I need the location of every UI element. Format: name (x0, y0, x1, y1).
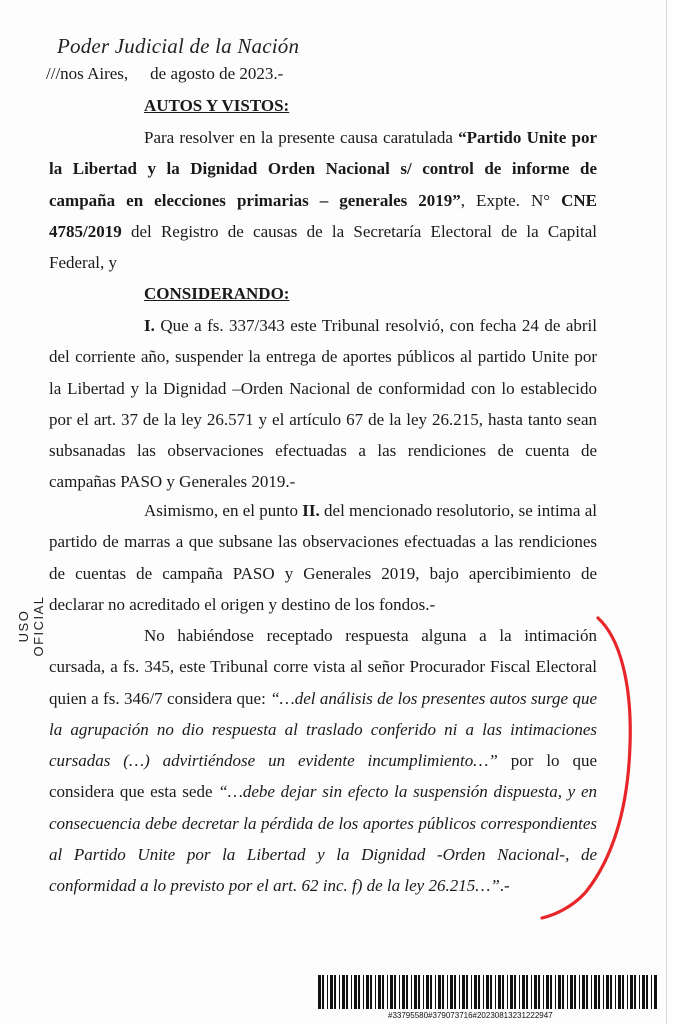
barcode-bar (450, 975, 453, 1009)
barcode-bar (582, 975, 585, 1009)
paragraph-one (49, 310, 597, 498)
intro-text-end: del Registro de causas de la Secretaría Electoral de la Capital Federal, y (49, 221, 597, 273)
barcode-bar (378, 975, 381, 1009)
barcode-bar (534, 975, 537, 1009)
barcode-bar (570, 975, 573, 1009)
barcode-bar (654, 975, 657, 1009)
intro-text: Para resolver en la presente causa caratulada (144, 128, 459, 147)
barcode-bar (438, 975, 441, 1009)
barcode-bar (562, 975, 564, 1009)
barcode-bar (478, 975, 480, 1009)
case-number: CNE 4785/2019 (49, 190, 597, 241)
barcode-bar (382, 975, 384, 1009)
date-line (46, 64, 283, 84)
barcode-bar (526, 975, 528, 1009)
barcode-bar (474, 975, 477, 1009)
barcode-bar (498, 975, 501, 1009)
barcode-bar (514, 975, 516, 1009)
barcode-bar (318, 975, 321, 1009)
barcode-bar (342, 975, 345, 1009)
barcode-bar (414, 975, 417, 1009)
barcode-bar (507, 975, 508, 1009)
barcode-number: #33795580#379073716#20230813231222947 (388, 1011, 553, 1020)
barcode-bar (459, 975, 460, 1009)
barcode-bar (471, 975, 472, 1009)
barcode-bar (447, 975, 448, 1009)
barcode-bar (486, 975, 489, 1009)
barcode-bar (627, 975, 628, 1009)
barcode-bar (574, 975, 576, 1009)
barcode-bar (555, 975, 556, 1009)
barcode-bar (423, 975, 424, 1009)
barcode-bar (531, 975, 532, 1009)
intro-expte-label: , Expte. N° (460, 190, 562, 210)
barcode-bar (346, 975, 348, 1009)
barcode-bar (418, 975, 420, 1009)
barcode-bar (334, 975, 336, 1009)
barcode-bar (502, 975, 504, 1009)
point-two-text: del mencionado resolutorio, se intima al partido de marras a que subsane las observaciones efectuadas a las rendiciones de cuentas de campaña PASO y Generales 2019, bajo apercibimiento de declarar no acreditado el origen y destino de los fondos.- (49, 501, 597, 614)
considerando-heading: CONSIDERANDO: (144, 284, 290, 303)
barcode-bar (390, 975, 393, 1009)
barcode-bar (618, 975, 621, 1009)
barcode-bar (394, 975, 396, 1009)
paragraph-two (49, 495, 597, 620)
barcode-bar (558, 975, 561, 1009)
barcode-bar (639, 975, 640, 1009)
barcode-bar (603, 975, 604, 1009)
barcode-bar (630, 975, 633, 1009)
case-title: “Partido Unite por la Libertad y la Dignidad Orden Nacional s/ control de informe de campaña en elecciones primarias – generales 2019” (49, 128, 597, 210)
barcode-bar (579, 975, 580, 1009)
barcode-bar (594, 975, 597, 1009)
page-edge (666, 0, 667, 1024)
vista-text-mid: por lo que considera que esta sede (49, 751, 598, 802)
institution-header: Poder Judicial de la Nación (57, 34, 300, 58)
barcode-bar (615, 975, 616, 1009)
paragraph-intro (49, 122, 597, 278)
barcode-bar (327, 975, 328, 1009)
vista-text: No habiéndose receptado respuesta alguna a la intimación cursada, a fs. 345, este Tribunal corre vista al señor Procurador Fiscal Electoral quien a fs. 346/7 considera que: (49, 626, 597, 708)
barcode-bar (651, 975, 652, 1009)
barcode (318, 975, 658, 1015)
barcode-bar (462, 975, 465, 1009)
barcode-bar (435, 975, 436, 1009)
barcode-bar (510, 975, 513, 1009)
barcode-bar (366, 975, 369, 1009)
barcode-bar (490, 975, 492, 1009)
barcode-bar (634, 975, 636, 1009)
barcode-bar (646, 975, 648, 1009)
vista-text-end: .- (499, 876, 510, 896)
fiscal-quote-two: “…debe dejar sin efecto la suspensión dispuesta, y en consecuencia debe decretar la pérdida de los aportes públicos correspondientes al Partido Unite por la Libertad y la Dignidad -Orden Nacional-, de conformidad a lo previsto por el art. 62 inc. f) de la ley 26.215…” (49, 782, 597, 896)
barcode-bar (370, 975, 372, 1009)
point-one-number: I. (144, 316, 155, 335)
barcode-bar (495, 975, 496, 1009)
barcode-bar (363, 975, 364, 1009)
uso-oficial-label: USO OFICIAL (16, 595, 46, 657)
barcode-bar (610, 975, 612, 1009)
barcode-bar (483, 975, 484, 1009)
autos-heading: AUTOS Y VISTOS: (144, 96, 290, 115)
barcode-bar (522, 975, 525, 1009)
barcode-bar (430, 975, 432, 1009)
barcode-bar (550, 975, 552, 1009)
date-text: de agosto de 2023.- (150, 64, 284, 83)
place-text: ///nos Aires, (46, 64, 129, 83)
barcode-bar (567, 975, 568, 1009)
barcode-bar (399, 975, 400, 1009)
barcode-bar (442, 975, 444, 1009)
point-two-number: II. (302, 501, 320, 520)
point-one-text: Que a fs. 337/343 este Tribunal resolvió, con fecha 24 de abril del corriente año, suspender la entrega de aportes públicos al partido Unite por la Libertad y la Dignidad –Orden Nacional de conformidad con lo establecido por el art. 37 de la ley 26.571 y el artículo 67 de la ley 26.215, hasta tanto sean subsanadas las observaciones efectuadas a las rendiciones de cuenta de campañas PASO y Generales 2019.- (49, 316, 597, 492)
barcode-bar (622, 975, 624, 1009)
barcode-bar (322, 975, 324, 1009)
barcode-bar (402, 975, 405, 1009)
barcode-bar (426, 975, 429, 1009)
barcode-bar (330, 975, 333, 1009)
barcode-bar (454, 975, 456, 1009)
barcode-bar (642, 975, 645, 1009)
barcode-bar (598, 975, 600, 1009)
barcode-bar (591, 975, 592, 1009)
barcode-bar (519, 975, 520, 1009)
barcode-bar (538, 975, 540, 1009)
barcode-bar (354, 975, 357, 1009)
barcode-bar (406, 975, 408, 1009)
barcode-bar (387, 975, 388, 1009)
fiscal-quote-one: “…del análisis de los presentes autos surge que la agrupación no dio respuesta al traslado conferido ni a las intimaciones cursadas (…) advirtiéndose un evidente incumplimiento…” (49, 688, 598, 771)
barcode-bar (411, 975, 412, 1009)
barcode-bar (546, 975, 549, 1009)
barcode-bar (466, 975, 468, 1009)
barcode-bar (351, 975, 352, 1009)
barcode-bar (606, 975, 609, 1009)
barcode-bar (358, 975, 360, 1009)
point-two-intro: Asimismo, en el punto (144, 501, 303, 520)
barcode-bar (586, 975, 588, 1009)
barcode-bar (339, 975, 340, 1009)
barcode-bar (375, 975, 376, 1009)
barcode-bar (543, 975, 544, 1009)
paragraph-three (49, 620, 597, 902)
